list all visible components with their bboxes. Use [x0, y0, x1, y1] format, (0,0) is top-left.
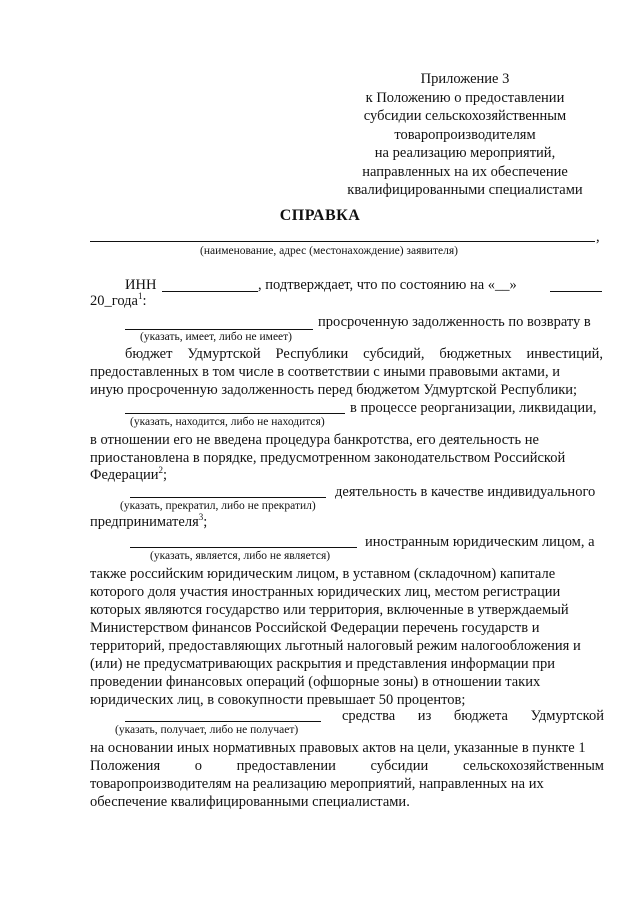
funds-text-line: на основании иных нормативных правовых актов на цели, указанные в пункте 1	[90, 740, 586, 756]
funds-blank-line	[125, 721, 321, 722]
foreign-text-line: также российским юридическим лицом, в уставном (складочном) капитале	[90, 566, 556, 582]
appendix-line: на реализацию мероприятий,	[374, 145, 556, 161]
appendix-line: товаропроизводителям	[394, 126, 536, 143]
reorg-blank-line	[125, 413, 345, 414]
appendix-line: квалифицированными специалистами	[347, 182, 583, 198]
inn-year: 20_года	[90, 293, 138, 309]
applicant-caption: (наименование, адрес (местонахождение) заявителя)	[200, 245, 458, 257]
inn-blank-line	[162, 291, 258, 292]
debt-text-line: бюджет Удмуртской Республики субсидий, бюджетных инвестиций,	[125, 346, 603, 362]
entrepreneur-last-line: предпринимателя$^3$;	[90, 512, 208, 530]
funds-caption: (указать, получает, либо не получает)	[115, 724, 299, 736]
appendix-line: к Положению о предоставлении	[365, 89, 565, 106]
month-blank-line	[550, 291, 602, 292]
foreign-text-line: (или) не предусматривающих раскрытия и представления информации при	[90, 656, 556, 672]
entrepreneur-text-line: деятельность в качестве индивидуального	[335, 484, 596, 500]
appendix-header	[330, 70, 600, 200]
applicant-blank-line	[90, 241, 595, 242]
foreign-blank-line	[130, 547, 357, 548]
entrepreneur-caption: (указать, прекратил, либо не прекратил)	[120, 500, 316, 512]
footnote-mark: 1	[137, 291, 143, 302]
foreign-text-line: территорий, предоставляющих льготный налоговый режим налогообложения и	[90, 638, 581, 654]
inn-colon: :	[142, 293, 147, 309]
document-title: СПРАВКА	[279, 207, 361, 224]
foreign-text-line: иностранным юридическим лицом, а	[365, 534, 595, 550]
applicant-comma: ,	[596, 229, 600, 245]
reorg-text-line: в отношении его не введена процедура банкротства, его деятельность не	[90, 432, 539, 448]
appendix-line: Приложение 3	[420, 71, 510, 87]
foreign-text-line: которых являются государство или территория, включенные в утверждаемый	[90, 602, 569, 618]
debt-caption: (указать, имеет, либо не имеет)	[140, 331, 293, 343]
footnote-mark: 2	[158, 465, 163, 476]
reorg-last-line: Федерации$^2$;	[90, 465, 168, 483]
reorg-text-line: приостановлена в порядке, предусмотренном законодательством Российской	[90, 450, 566, 466]
funds-text-line: товаропроизводителям на реализацию мероприятий, направленных на их	[90, 776, 544, 792]
footnote-mark: 3	[198, 512, 204, 523]
reorg-text-line: в процессе реорганизации, ликвидации,	[350, 400, 597, 416]
inn-text: , подтверждает, что по состоянию на «__»	[258, 277, 517, 293]
funds-text-line: обеспечение квалифицированными специалистами.	[90, 794, 410, 810]
entrepreneur-blank-line	[130, 497, 326, 498]
appendix-line: субсидии сельскохозяйственным	[363, 108, 567, 124]
funds-text-line: средства из бюджета Удмуртской	[342, 708, 604, 724]
foreign-caption: (указать, является, либо не является)	[150, 550, 331, 562]
inn-year-line	[90, 293, 147, 310]
foreign-text-line: Министерством финансов Российской Федерации перечень государств и	[90, 620, 540, 636]
debt-text-line: предоставленных в том числе в соответствии с иными правовыми актами, и	[90, 364, 560, 380]
appendix-line: направленных на их обеспечение	[362, 163, 568, 180]
debt-text-line: просроченную задолженность по возврату в	[318, 314, 591, 330]
funds-text-line: Положения о предоставлении субсидии сельскохозяйственным	[90, 758, 604, 774]
inn-label: ИНН	[125, 277, 157, 293]
foreign-text-line: которого доля участия иностранных юридических лиц, местом регистрации	[90, 584, 561, 600]
debt-text-line: иную просроченную задолженность перед бюджетом Удмуртской Республики;	[90, 382, 578, 398]
foreign-text-line: проведении финансовых операций (офшорные зоны) в отношении таких	[90, 674, 541, 690]
debt-blank-line	[125, 329, 313, 330]
foreign-text-line: юридических лиц, в совокупности превышает 50 процентов;	[90, 692, 466, 708]
reorg-caption: (указать, находится, либо не находится)	[130, 416, 325, 428]
